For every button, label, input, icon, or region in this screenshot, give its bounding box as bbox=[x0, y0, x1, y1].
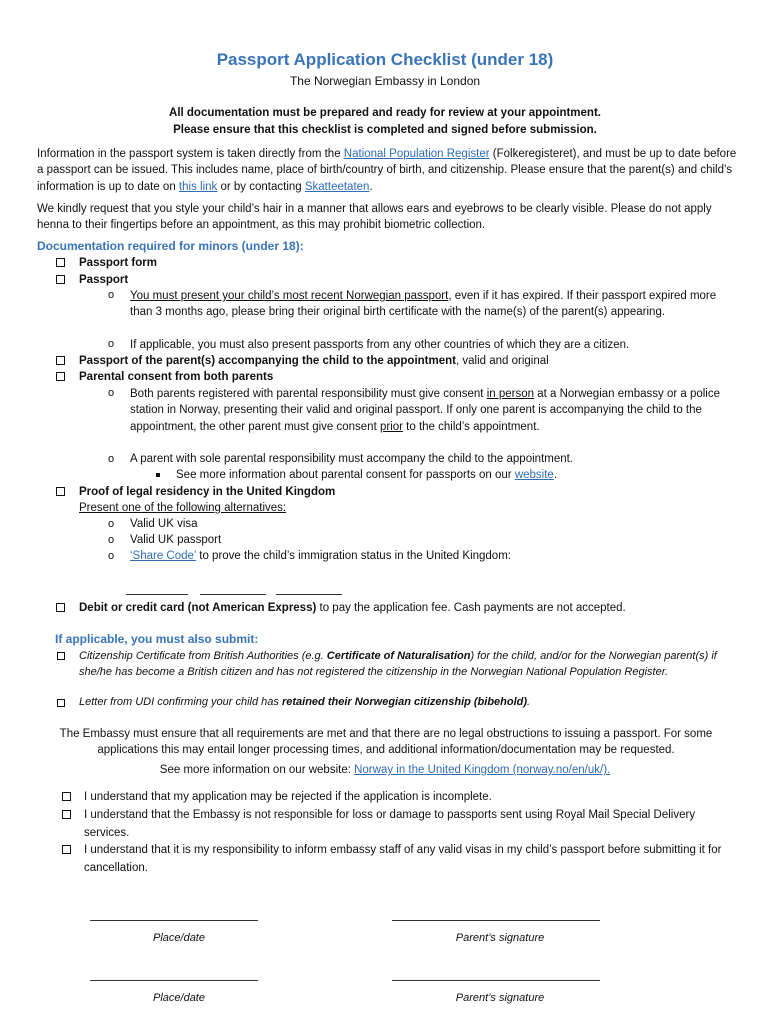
intro-text: (Folkeregisteret), and must be up to date before a passport can be issued. This includes name, place of birth/country of birth, and citizenship. Please ensure that the parent(s) and child’s information is up to date on bbox=[37, 148, 737, 193]
applicable-item-1-text: ) for the child, and/or for the Norwegian parent(s) if she/he has become a British citizen and has not registered the citizenship in the Norwegian National Population Register. bbox=[79, 650, 717, 678]
circle-bullet-icon: o bbox=[108, 550, 115, 562]
residency-option-3-text: to prove the child’s immigration status in the United Kingdom: bbox=[196, 550, 511, 562]
ack-2: I understand that the Embassy is not responsible for loss or damage to passports sent using Royal Mail Special Delivery services. bbox=[84, 809, 696, 839]
residency-label: Proof of legal residency in the United Kingdom bbox=[79, 486, 336, 498]
passport-sub-2: If applicable, you must also present passports from any other countries of which they are a citizen. bbox=[130, 339, 630, 351]
residency-option-3 bbox=[130, 548, 511, 564]
parent-passport-rest: , valid and original bbox=[455, 355, 549, 367]
ack-3: I understand that it is my responsibility to inform embassy staff of any valid visas in my child’s passport before submitting it for cancellation. bbox=[84, 844, 722, 874]
checkbox-card[interactable] bbox=[56, 603, 65, 612]
national-register-link[interactable]: National Population Register bbox=[343, 148, 490, 160]
intro-text: or by contacting bbox=[217, 180, 305, 193]
parent-signature-label-1: Parent’s signature bbox=[455, 932, 545, 944]
intro-paragraph-1 bbox=[37, 146, 737, 195]
passport-form-label: Passport form bbox=[79, 257, 157, 269]
place-date-line-2[interactable] bbox=[90, 980, 258, 981]
card-label bbox=[79, 600, 626, 616]
passport-sub-1 bbox=[130, 288, 720, 321]
norway-uk-link[interactable]: Norway in the United Kingdom (norway.no/en/uk/). bbox=[354, 764, 611, 776]
checkbox-residency[interactable] bbox=[56, 487, 65, 496]
place-date-label-2: Place/date bbox=[153, 992, 205, 1004]
passport-sub-1-underlined: You must present your child’s most recent Norwegian passport bbox=[130, 290, 449, 302]
applicable-heading: If applicable, you must also submit: bbox=[55, 632, 259, 646]
consent-text: Both parents registered with parental responsibility must give consent bbox=[130, 388, 487, 400]
card-bold: Debit or credit card (not American Express) bbox=[79, 602, 317, 614]
applicable-item-1-text: Citizenship Certificate from British Authorities (e.g. bbox=[79, 650, 327, 662]
page-subtitle: The Norwegian Embassy in London bbox=[289, 74, 481, 88]
parent-passport-bold: Passport of the parent(s) accompanying the child to the appointment bbox=[79, 355, 456, 367]
checkbox-parental-consent[interactable] bbox=[56, 372, 65, 381]
embassy-website-line bbox=[0, 762, 770, 778]
applicable-item-2-bold: retained their Norwegian citizenship (bibehold) bbox=[281, 696, 528, 708]
skatteetaten-link[interactable]: Skatteetaten bbox=[304, 180, 370, 193]
card-rest: to pay the application fee. Cash payments are not accepted. bbox=[316, 602, 626, 614]
notice-line-1: All documentation must be prepared and ready for review at your appointment. bbox=[169, 107, 601, 119]
notice-line-2: Please ensure that this checklist is completed and signed before submission. bbox=[173, 124, 597, 136]
intro-paragraph-2: We kindly request that you style your child’s hair in a manner that allows ears and eyebrows to be clearly visible. Please do not apply henna to their fingertips before an appointment, as this may prohibit biometric collection. bbox=[37, 203, 712, 232]
consent-sub-3 bbox=[176, 467, 557, 483]
embassy-website-text: See more information on our website: bbox=[159, 764, 355, 776]
applicable-item-2 bbox=[79, 694, 530, 710]
consent-website-link[interactable]: website bbox=[514, 469, 554, 481]
applicable-item-2-text: Letter from UDI confirming your child has bbox=[79, 696, 282, 708]
parent-signature-line-2[interactable] bbox=[392, 980, 600, 981]
checkbox-passport-form[interactable] bbox=[56, 258, 65, 267]
circle-bullet-icon: o bbox=[108, 518, 115, 530]
circle-bullet-icon: o bbox=[108, 387, 115, 399]
intro-text: Information in the passport system is taken directly from the bbox=[37, 148, 344, 160]
consent-sub-2: A parent with sole parental responsibility must accompany the child to the appointment. bbox=[130, 453, 573, 465]
circle-bullet-icon: o bbox=[108, 338, 115, 350]
checkbox-ack-2[interactable] bbox=[62, 810, 71, 819]
this-link[interactable]: this link bbox=[178, 180, 218, 193]
share-code-field-3[interactable] bbox=[276, 594, 342, 595]
required-heading: Documentation required for minors (under 18): bbox=[37, 239, 304, 253]
residency-intro: Present one of the following alternatives: bbox=[79, 502, 287, 514]
consent-sub-3-end: . bbox=[553, 469, 558, 481]
share-code-field-1[interactable] bbox=[126, 594, 188, 595]
consent-text: at a Norwegian embassy or a police station in Norway, presenting their valid and original passport. If only one parent is accompanying the child to the appointment, the other parent must give consent bbox=[130, 388, 721, 433]
residency-option-2: Valid UK passport bbox=[130, 534, 222, 546]
parental-consent-label: Parental consent from both parents bbox=[79, 371, 274, 383]
place-date-label-1: Place/date bbox=[153, 932, 205, 944]
passport-label: Passport bbox=[79, 274, 129, 286]
square-bullet-icon bbox=[156, 473, 160, 477]
checkbox-passport[interactable] bbox=[56, 275, 65, 284]
checkbox-ack-1[interactable] bbox=[62, 792, 71, 801]
circle-bullet-icon: o bbox=[108, 289, 115, 301]
applicable-item-1 bbox=[79, 648, 739, 680]
applicable-item-1-bold: Certificate of Naturalisation bbox=[326, 650, 471, 662]
consent-sub-3-text: See more information about parental consent for passports on our bbox=[176, 469, 515, 481]
passport-sub-1-rest: , even if it has expired. If their passport expired more than 3 months ago, please bring their original birth certificate with the name(s) of the parent(s) appearing. bbox=[130, 290, 717, 319]
ack-1: I understand that my application may be rejected if the application is incomplete. bbox=[84, 791, 492, 803]
consent-prior: prior bbox=[379, 420, 403, 433]
checkbox-parent-passport[interactable] bbox=[56, 356, 65, 365]
embassy-paragraph: The Embassy must ensure that all requirements are met and that there are no legal obstructions to issuing a passport. For some applications this may entail longer processing times, and additional information/documentation may be requested. bbox=[59, 728, 713, 757]
applicable-item-2-end: . bbox=[527, 696, 531, 708]
checkbox-ack-3[interactable] bbox=[62, 845, 71, 854]
checkbox-udi-letter[interactable] bbox=[57, 699, 65, 707]
checkbox-citizenship-certificate[interactable] bbox=[57, 652, 65, 660]
parent-passport-label bbox=[79, 353, 549, 369]
share-code-field-2[interactable] bbox=[200, 594, 266, 595]
consent-in-person: in person bbox=[486, 388, 534, 400]
parent-signature-line-1[interactable] bbox=[392, 920, 600, 921]
consent-sub-1 bbox=[130, 386, 730, 435]
circle-bullet-icon: o bbox=[108, 534, 115, 546]
parent-signature-label-2: Parent’s signature bbox=[455, 992, 545, 1004]
residency-option-1: Valid UK visa bbox=[130, 518, 198, 530]
consent-text: to the child’s appointment. bbox=[402, 420, 540, 433]
share-code-link[interactable]: ‘Share Code’ bbox=[130, 550, 197, 562]
circle-bullet-icon: o bbox=[108, 453, 115, 465]
place-date-line-1[interactable] bbox=[90, 920, 258, 921]
page-title: Passport Application Checklist (under 18) bbox=[216, 50, 554, 69]
intro-text: . bbox=[369, 180, 373, 193]
